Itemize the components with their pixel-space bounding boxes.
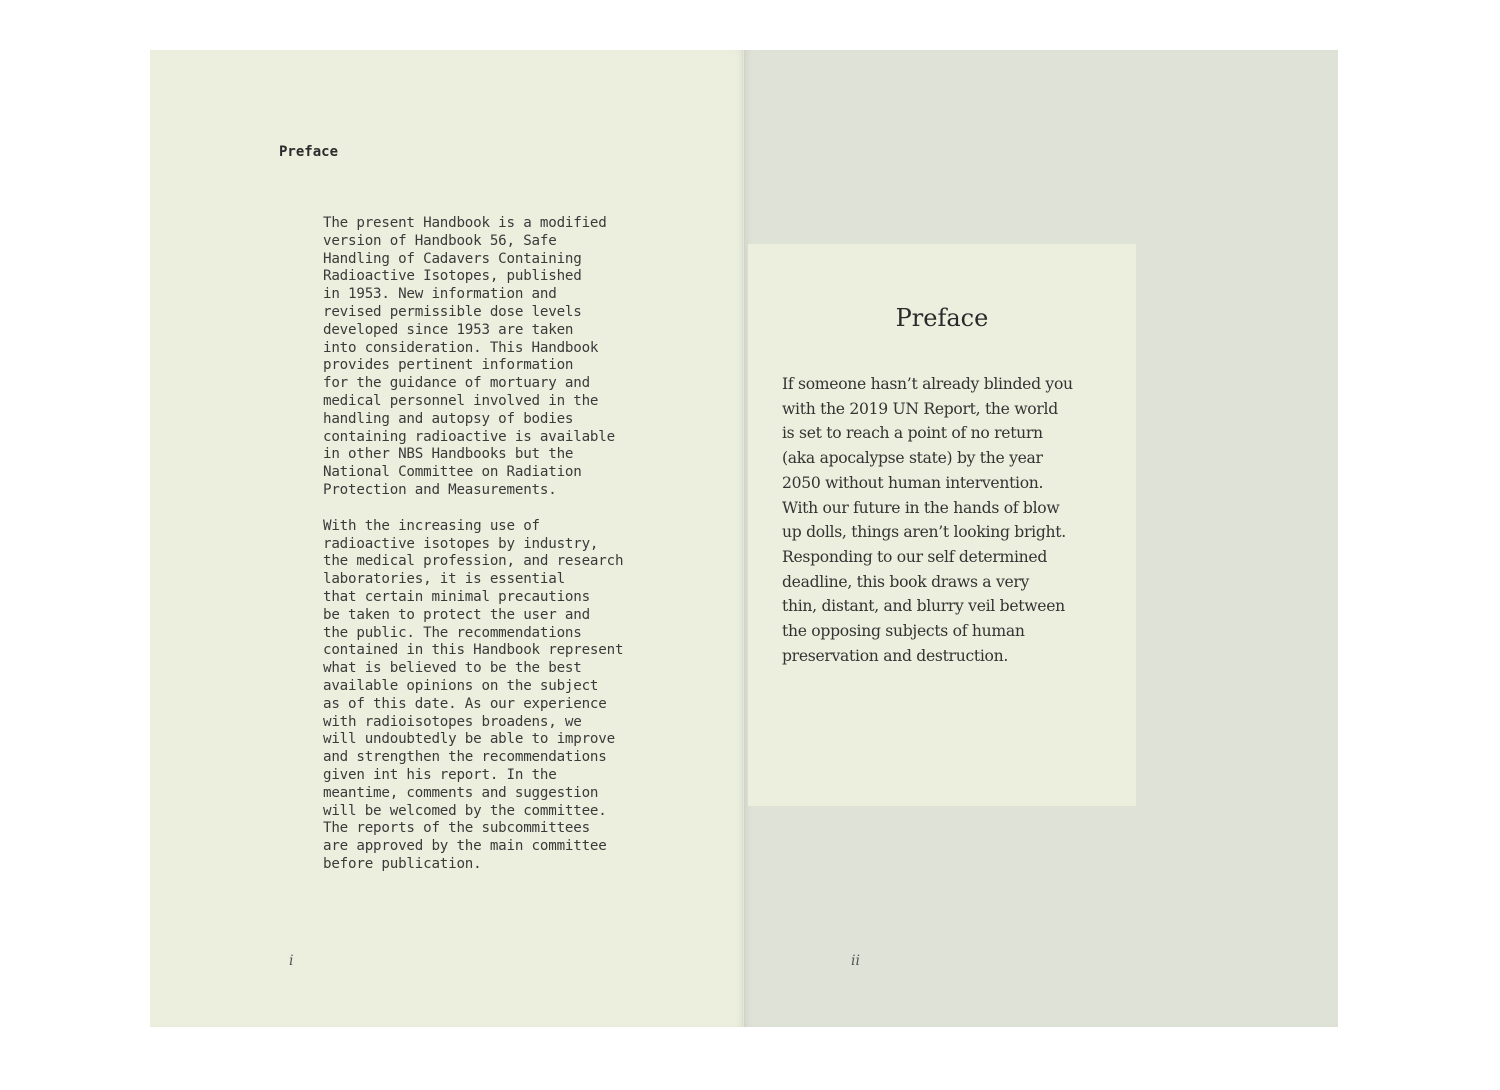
running-head: Preface <box>279 144 339 160</box>
page-number-left: i <box>289 953 294 969</box>
left-page <box>150 50 744 1027</box>
gutter-fold <box>742 50 745 1027</box>
preface-inset-box <box>748 244 1136 806</box>
book-spread <box>150 50 1338 1027</box>
inset-title: Preface <box>895 304 989 332</box>
preface-body-text <box>323 215 683 892</box>
inset-paragraph: If someone hasn’t already blinded you with the 2019 UN Report, the world is set to reach a point of no return (aka apocalypse state) by the year 2050 without human intervention. With our future in the hands of blow up dolls, things aren’t looking bright. Responding to our self determined deadline, this book draws a very thin, distant, and blurry veil between the opposing subjects of human preservation and destruction. <box>782 375 1073 665</box>
paragraph-2: With the increasing use of radioactive isotopes by industry, the medical profession, and research laboratories, it is essential that certain minimal precautions be taken to protect the user and the public. The recommendations contained in this Handbook represent what is believed to be the best available opinions on the subject as of this date. As our experience with radioisotopes broadens, we will undoubtedly be able to improve and strengthen the recommendations given int his report. In the meantime, comments and suggestion will be welcomed by the committee. The reports of the subcommittees are approved by the main committee before publication. <box>323 517 624 872</box>
page-number-right: ii <box>851 953 860 969</box>
paragraph-1: The present Handbook is a modified version of Handbook 56, Safe Handling of Cadavers Containing Radioactive Isotopes, published in 1953. New information and revised permissible dose levels developed since 1953 are taken into consideration. This Handbook provides pertinent information for the guidance of mortuary and medical personnel involved in the handling and autopsy of bodies containing radioactive is available in other NBS Handbooks but the National Committee on Radiation Protection and Measurements. <box>323 215 615 498</box>
